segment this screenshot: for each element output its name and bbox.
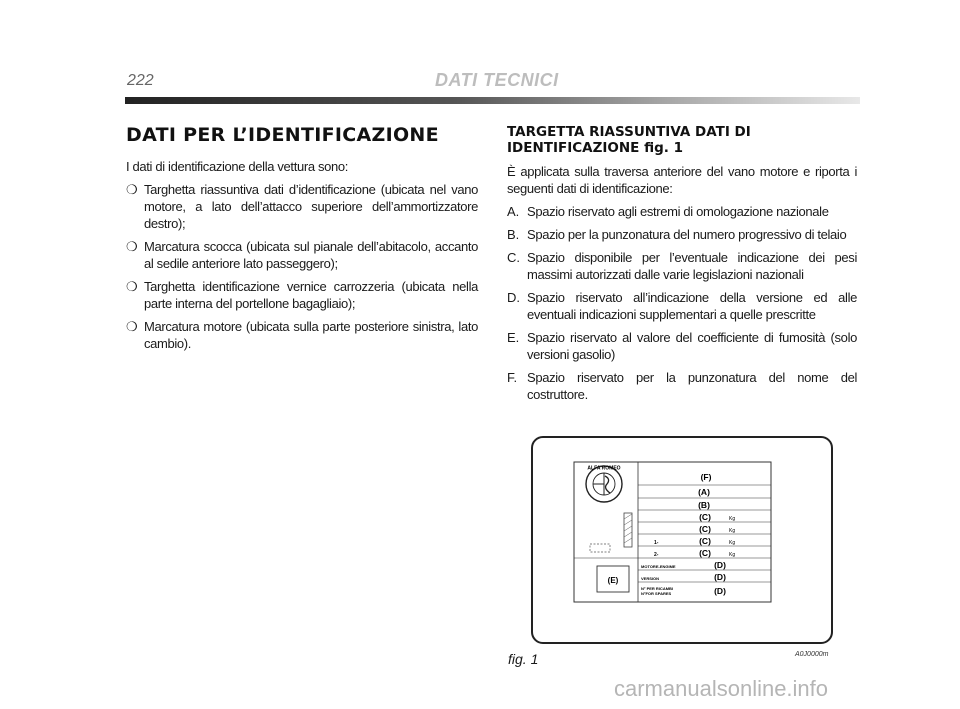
svg-text:(B): (B) [698, 500, 710, 510]
alfa-romeo-logo-icon [586, 466, 622, 503]
list-item [507, 329, 857, 363]
header-rule [125, 97, 860, 104]
section-title-identificazione: DATI PER L’IDENTIFICAZIONE [126, 124, 439, 146]
svg-text:VERSION: VERSION [641, 576, 660, 581]
bullet-icon: ❍ [126, 239, 138, 254]
list-item-letter: E. [507, 330, 520, 345]
svg-text:(C): (C) [699, 524, 711, 534]
left-column [126, 124, 478, 358]
list-item [507, 289, 857, 323]
list-item-text: Spazio per la punzonatura del numero progressivo di telaio [527, 227, 847, 242]
bullet-text: Targhetta identificazione vernice carrozzeria (ubicata nella parte interna del portellone bagagliaio); [144, 279, 478, 311]
plate-illustration [533, 438, 831, 642]
header-title: DATI TECNICI [435, 70, 559, 90]
svg-text:(C): (C) [699, 536, 711, 546]
bullet-item [126, 238, 478, 272]
bullet-text: Targhetta riassuntiva dati d’identificazione (ubicata nel vano motore, a lato dell’attacco superiore dell’ammortizzatore destro); [144, 182, 478, 231]
svg-text:2-: 2- [654, 552, 659, 558]
section-title-line-2: IDENTIFICAZIONE fig. 1 [507, 140, 683, 156]
identification-plate-figure [531, 436, 833, 644]
list-item-letter: A. [507, 204, 520, 219]
svg-text:Kg: Kg [729, 552, 736, 558]
svg-text:(C): (C) [699, 512, 711, 522]
list-item-letter: D. [507, 290, 520, 305]
section-title-targetta [507, 124, 857, 156]
list-item-letter: F. [507, 370, 518, 385]
list-item [507, 249, 857, 283]
svg-text:(F): (F) [700, 472, 712, 482]
svg-text:Kg: Kg [729, 516, 736, 522]
bullet-item [126, 278, 478, 312]
svg-text:MOTORE-ENGIME: MOTORE-ENGIME [641, 564, 676, 569]
bullet-icon: ❍ [126, 319, 138, 334]
bullet-item [126, 318, 478, 352]
list-item-letter: C. [507, 250, 520, 265]
list-item-text: Spazio riservato agli estremi di omologazione nazionale [527, 204, 829, 219]
list-item [507, 203, 857, 220]
bullet-item [126, 181, 478, 232]
list-item-letter: B. [507, 227, 520, 242]
list-item [507, 369, 857, 403]
svg-text:(D): (D) [714, 560, 726, 570]
list-item [507, 226, 857, 243]
svg-text:(C): (C) [699, 548, 711, 558]
figure-code: A0J0000m [795, 651, 829, 658]
svg-text:Kg: Kg [729, 528, 736, 534]
svg-text:(D): (D) [714, 572, 726, 582]
svg-text:1-: 1- [654, 540, 659, 546]
list-item-text: Spazio riservato per la punzonatura del nome del costruttore. [527, 370, 857, 402]
svg-text:ALFA ROMEO: ALFA ROMEO [587, 465, 621, 472]
section-title-line-1: TARGETTA RIASSUNTIVA DATI DI [507, 124, 751, 140]
watermark: carmanualsonline.info [614, 676, 829, 701]
svg-text:(A): (A) [698, 487, 710, 497]
svg-text:(D): (D) [714, 586, 726, 596]
svg-text:Kg: Kg [729, 540, 736, 546]
svg-text:N° PER RICAMBI: N° PER RICAMBI [641, 586, 674, 591]
label-E: (E) [607, 576, 619, 585]
list-item-text: Spazio riservato all’indicazione della versione ed alle eventuali indicazioni supplementari a quelle prescritte [527, 290, 857, 322]
right-intro: È applicata sulla traversa anteriore del vano motore e riporta i seguenti dati di identificazione: [507, 164, 857, 196]
bullet-text: Marcatura motore (ubicata sulla parte posteriore sinistra, lato cambio). [144, 319, 478, 351]
bullet-icon: ❍ [126, 182, 138, 197]
right-column [507, 124, 857, 409]
bullet-text: Marcatura scocca (ubicata sul pianale dell’abitacolo, accanto al sedile anteriore lato passeggero); [144, 239, 478, 271]
list-item-text: Spazio riservato al valore del coefficiente di fumosità (solo versioni gasolio) [527, 330, 857, 362]
svg-text:N°FOR SPARES: N°FOR SPARES [641, 591, 672, 596]
bullet-icon: ❍ [126, 279, 138, 294]
left-intro: I dati di identificazione della vettura sono: [126, 159, 349, 174]
page-number: 222 [127, 72, 154, 89]
list-item-text: Spazio disponibile per l’eventuale indicazione dei pesi massimi autorizzati dalle varie legislazioni nazionali [527, 250, 857, 282]
figure-caption: fig. 1 [508, 651, 539, 667]
